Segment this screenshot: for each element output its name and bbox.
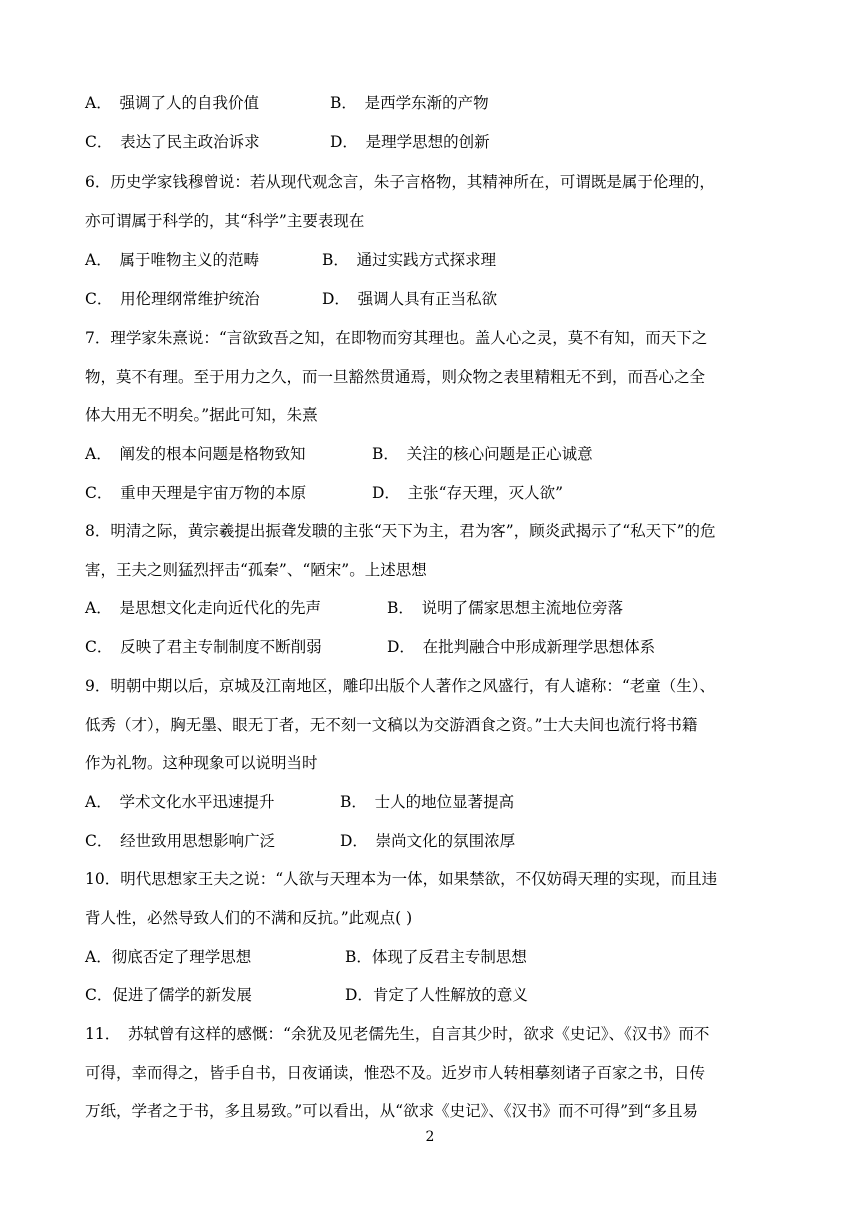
answer-option: A． 是思想文化走向近代化的先声	[85, 599, 321, 617]
answer-option: D．肯定了人性解放的意义	[345, 986, 528, 1004]
answer-option: C． 经世致用思想影响广泛	[85, 832, 276, 850]
answer-option: C． 反映了君主专制制度不断削弱	[85, 638, 322, 656]
answer-option: D． 主张“存天理，灭人欲”	[372, 484, 564, 502]
answer-option: B． 是西学东渐的产物	[330, 94, 489, 112]
answer-option: C． 表达了民主政治诉求	[85, 133, 260, 151]
question-text-line: 6．历史学家钱穆曾说：若从现代观念言，朱子言格物，其精神所在，可谓既是属于伦理的，	[85, 173, 715, 191]
question-text-line: 亦可谓属于科学的，其“科学”主要表现在	[85, 212, 365, 230]
answer-option: A． 阐发的根本问题是格物致知	[85, 445, 306, 463]
question-text-line: 低秀（才），胸无墨、眼无丁者，无不刻一文稿以为交游酒食之资。”士大夫间也流行将书籍	[85, 716, 698, 734]
answer-option: B． 说明了儒家思想主流地位旁落	[387, 599, 624, 617]
answer-option: A． 属于唯物主义的范畴	[85, 251, 259, 269]
answer-option: A．彻底否定了理学思想	[85, 948, 252, 966]
question-text-line: 7．理学家朱熹说：“言欲致吾之知，在即物而穷其理也。盖人心之灵，莫不有知，而天下之	[85, 329, 708, 347]
answer-option: C．促进了儒学的新发展	[85, 986, 252, 1004]
answer-option: D． 强调人具有正当私欲	[322, 290, 498, 308]
question-text-line: 9．明朝中期以后，京城及江南地区，雕印出版个人著作之风盛行，有人谑称：“老童（生）、	[85, 677, 716, 695]
answer-option: C． 重申天理是宇宙万物的本原	[85, 484, 307, 502]
page-number: 2	[425, 1129, 435, 1145]
question-text-line: 8．明清之际，黄宗羲提出振聋发聩的主张“天下为主，君为客”，顾炎武揭示了“私天下”的危	[85, 522, 716, 540]
answer-option: A． 学术文化水平迅速提升	[85, 793, 275, 811]
answer-option: C． 用伦理纲常维护统治	[85, 290, 260, 308]
question-text-line: 万纸，学者之于书，多且易致。”可以看出，从“欲求《史记》、《汉书》而不可得”到“多且易	[85, 1102, 698, 1120]
answer-option: A． 强调了人的自我价值	[85, 94, 259, 112]
question-text-line: 10．明代思想家王夫之说：“人欲与天理本为一体，如果禁欲，不仅妨碍天理的实现，而且违	[85, 870, 718, 888]
answer-option: B． 通过实践方式探求理	[322, 251, 497, 269]
question-text-line: 作为礼物。这种现象可以说明当时	[85, 754, 318, 772]
question-text-line: 11． 苏轼曾有这样的感慨：“余犹及见老儒先生，自言其少时，欲求《史记》、《汉书》而不	[85, 1025, 710, 1043]
answer-option: D． 是理学思想的创新	[330, 133, 490, 151]
question-text-line: 物，莫不有理。至于用力之久，而一旦豁然贯通焉，则众物之表里精粗无不到，而吾心之全	[85, 368, 706, 386]
answer-option: B．体现了反君主专制思想	[345, 948, 527, 966]
question-text-line: 背人性，必然导致人们的不满和反抗。”此观点( )	[85, 909, 413, 927]
answer-option: B． 士人的地位显著提高	[340, 793, 515, 811]
question-text-line: 体大用无不明矣。”据此可知，朱熹	[85, 406, 318, 424]
question-text-line: 可得，幸而得之，皆手自书，日夜诵读，惟恐不及。近岁市人转相摹刻诸子百家之书，日传	[85, 1064, 706, 1082]
answer-option: D． 在批判融合中形成新理学思想体系	[387, 638, 656, 656]
answer-option: D． 崇尚文化的氛围浓厚	[340, 832, 516, 850]
answer-option: B． 关注的核心问题是正心诚意	[372, 445, 593, 463]
question-text-line: 害，王夫之则猛烈抨击“孤秦”、“陋宋”。上述思想	[85, 561, 427, 579]
